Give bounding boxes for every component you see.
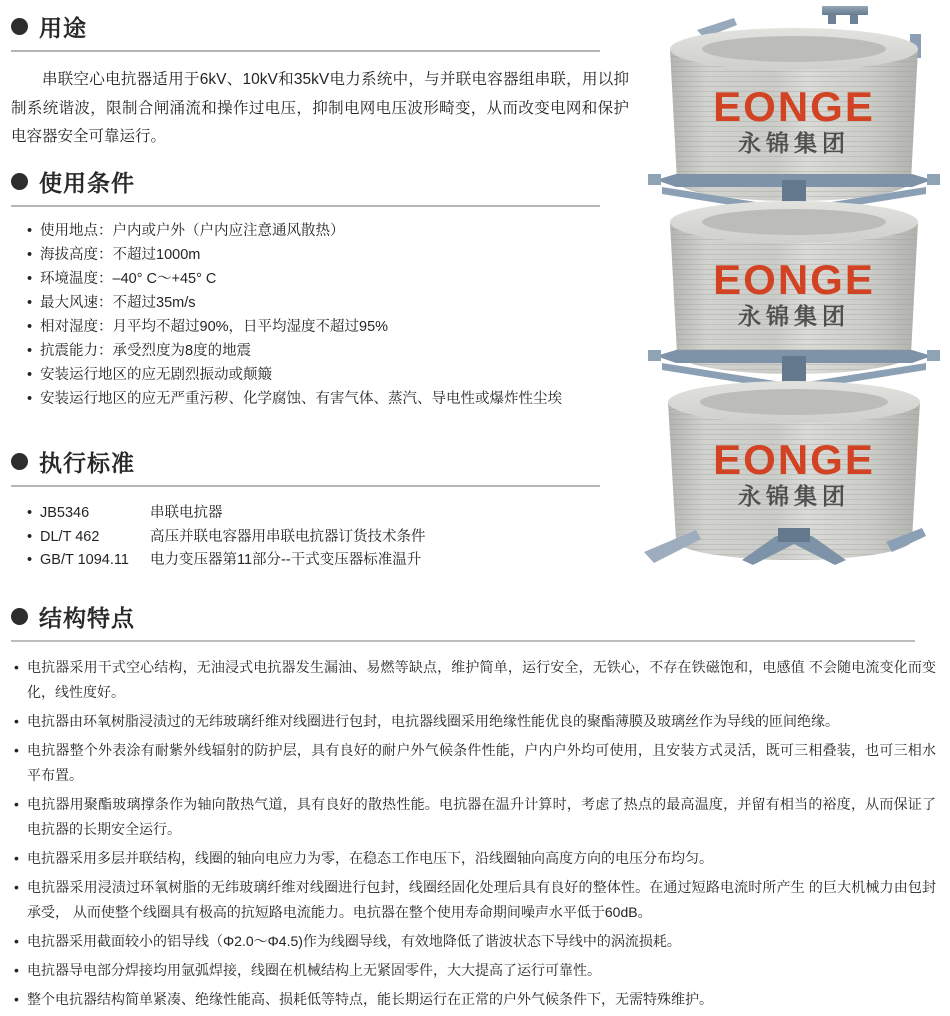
conditions-list <box>27 219 627 411</box>
brand-logo-text: EONGE <box>713 83 875 130</box>
list-item: • 环境温度：–40° C～+45° C <box>27 267 627 291</box>
section-features-header <box>0 600 950 633</box>
features-list <box>14 655 936 1012</box>
standard-desc: 电力变压器第11部分--干式变压器标准温升 <box>150 552 422 568</box>
section-divider <box>11 640 915 642</box>
list-item: • 电抗器采用多层并联结构，线圈的轴向电应力为零，在稳态工作电压下，沿线圈轴向高度方向的电压分布均匀。 <box>14 846 936 871</box>
section-divider <box>11 485 600 487</box>
list-item: • 相对湿度：月平均不超过90%，日平均湿度不超过95% <box>27 315 627 339</box>
section-features <box>0 600 950 1016</box>
section-features-title: 结构特点 <box>39 605 135 631</box>
list-item: • 抗震能力：承受烈度为8度的地震 <box>27 339 627 363</box>
standard-code: • JB5346 <box>40 505 90 521</box>
standard-desc: 高压并联电容器用串联电抗器订货技术条件 <box>150 528 426 545</box>
section-bullet-icon <box>11 18 28 35</box>
list-item: • 最大风速：不超过35m/s <box>27 291 627 315</box>
usage-paragraph: 串联空心电抗器适用于6kV、10kV和35kV电力系统中，与并联电容器组串联，用以抑制系统谐波，限制合闸涌流和操作过电压，抑制电网电压波形畸变，从而改变电网和保护电容器安全可靠运行。 <box>11 71 629 145</box>
standard-code: • GB/T 1094.11 <box>40 552 129 568</box>
brand-chinese-text: 永锦集团 <box>738 303 850 329</box>
list-item: • 电抗器用聚酯玻璃撑条作为轴向散热气道，具有良好的散热性能。电抗器在温升计算时，考虑了热点的最高温度，并留有相当的裕度，从而保证了电抗器的长期安全运行。 <box>14 792 936 842</box>
list-item: • 电抗器由环氧树脂浸渍过的无纬玻璃纤维对线圈进行包封，电抗器线圈采用绝缘性能优良的聚酯薄膜及玻璃丝作为导线的匝间绝缘。 <box>14 709 936 734</box>
brand-chinese-text: 永锦集团 <box>738 483 850 509</box>
section-bullet-icon <box>11 608 28 625</box>
list-item: • 电抗器整个外表涂有耐紫外线辐射的防护层，具有良好的耐户外气候条件性能，户内户外均可使用，且安装方式灵活，既可三相叠装，也可三相水平布置。 <box>14 738 936 788</box>
section-standards-title: 执行标准 <box>39 450 135 476</box>
brand-logo-text: EONGE <box>713 436 875 483</box>
list-item: • 安装运行地区的应无剧烈振动或颠簸 <box>27 363 627 387</box>
brand-logo-text: EONGE <box>713 256 875 303</box>
reactor-stack-image <box>642 4 942 582</box>
list-item: • 海拔高度：不超过1000m <box>27 243 627 267</box>
standard-code: • DL/T 462 <box>40 528 100 545</box>
list-item: • 整个电抗器结构简单紧凑、绝缘性能高、损耗低等特点，能长期运行在正常的户外气候条件下，无需特殊维护。 <box>14 987 936 1012</box>
section-bullet-icon <box>11 173 28 190</box>
list-item: • 使用地点：户内或户外（户内应注意通风散热） <box>27 219 627 243</box>
list-item: • 电抗器导电部分焊接均用氩弧焊接，线圈在机械结构上无紧固零件，大大提高了运行可靠性。 <box>14 958 936 983</box>
list-item: • 电抗器采用干式空心结构，无油浸式电抗器发生漏油、易燃等缺点，维护简单，运行安全，无铁心，不存在铁磁饱和，电感值 不会随电流变化而变化，线性度好。 <box>14 655 936 705</box>
product-photo <box>642 4 942 582</box>
list-item: • 电抗器采用浸渍过环氧树脂的无纬玻璃纤维对线圈进行包封，线圈经固化处理后具有良好的整体性。在通过短路电流时所产生 的巨大机械力由包封承受， 从而使整个线圈具有极高的抗短路电流能力。电抗器在整个使用寿命期间噪声水平低于60dB。 <box>14 875 936 925</box>
list-item: • 安装运行地区的应无严重污秽、化学腐蚀、有害气体、蒸汽、导电性或爆炸性尘埃 <box>27 387 627 411</box>
section-conditions-title: 使用条件 <box>39 170 135 196</box>
brand-chinese-text: 永锦集团 <box>738 130 850 156</box>
reactor-unit <box>670 201 918 374</box>
list-item: • 电抗器采用截面较小的铝导线（Φ2.0～Φ4.5)作为线圈导线，有效地降低了谐波状态下导线中的涡流损耗。 <box>14 929 936 954</box>
section-divider <box>11 205 600 207</box>
section-divider <box>11 50 600 52</box>
section-usage-title: 用途 <box>39 15 87 41</box>
section-bullet-icon <box>11 453 28 470</box>
standard-desc: 串联电抗器 <box>150 505 223 521</box>
